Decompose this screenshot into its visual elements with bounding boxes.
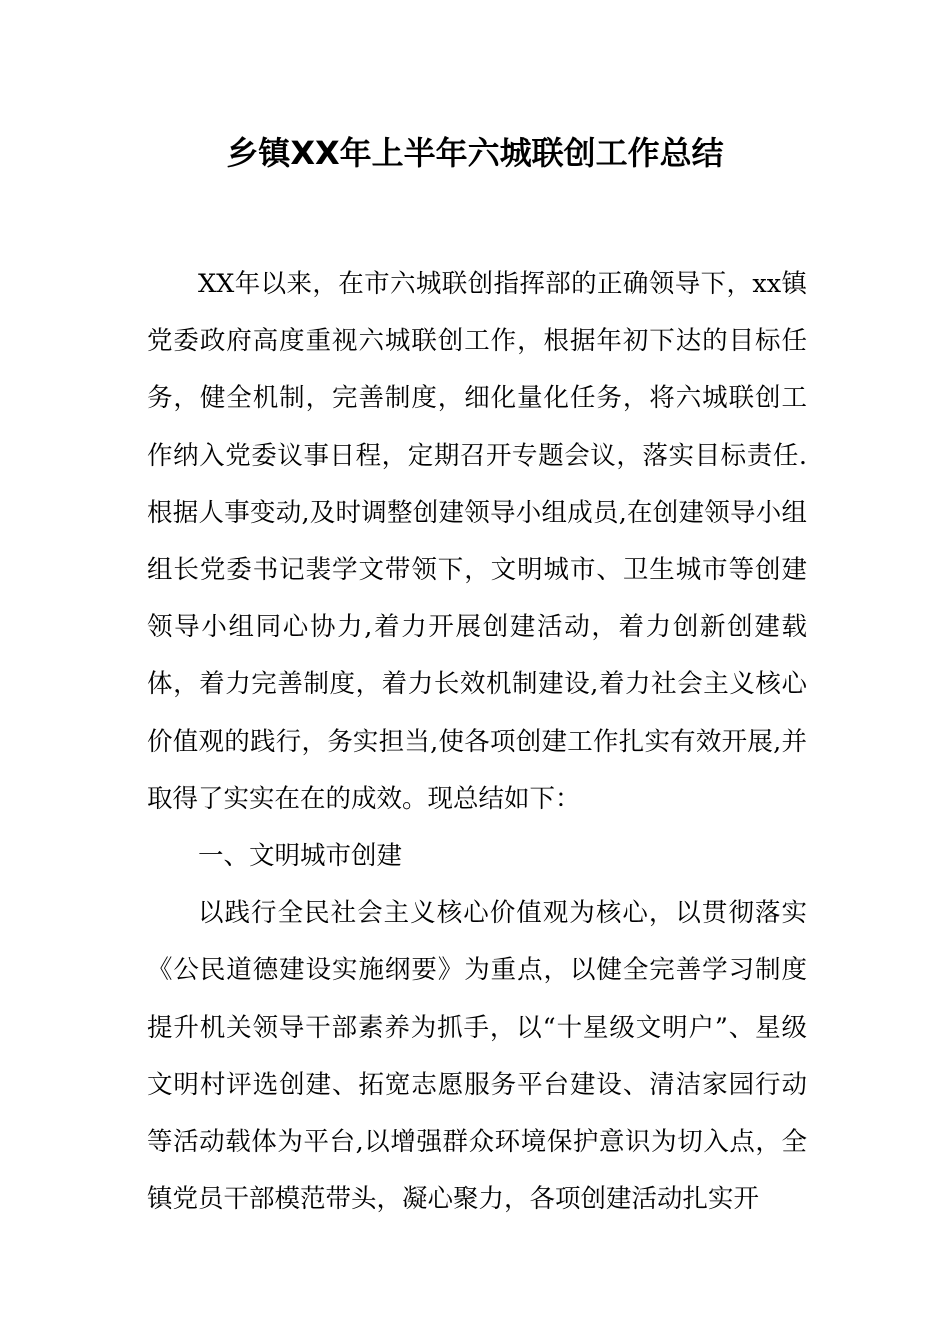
- section-heading-civilized-city: 一、文明城市创建: [198, 841, 403, 872]
- document-title: 乡镇XX年上半年六城联创工作总结: [226, 134, 724, 172]
- document-body: [147, 256, 807, 1228]
- section-paragraph: 以践行全民社会主义核心价值观为核心，以贯彻落实《公民道德建设实施纲要》为重点，以健全完善学习制度提升机关领导干部素养为抓手，以“十星级文明户”、星级文明村评选创建、拓宽志愿服务平台建设、清洁家园行动等活动载体为平台,以增强群众环境保护意识为切入点，全镇党员干部模范带头，凝心聚力，各项创建活动扎实开: [147, 898, 807, 1215]
- intro-paragraph: XX年以来，在市六城联创指挥部的正确领导下，xx镇党委政府高度重视六城联创工作，根据年初下达的目标任务，健全机制，完善制度，细化量化任务，将六城联创工作纳入党委议事日程，定期召开专题会议，落实目标责任.根据人事变动,及时调整创建领导小组成员,在创建领导小组组长党委书记裴学文带领下，文明城市、卫生城市等创建领导小组同心协力,着力开展创建活动，着力创新创建载体，着力完善制度，着力长效机制建设,着力社会主义核心价值观的践行，务实担当,使各项创建工作扎实有效开展,并取得了实实在在的成效。现总结如下：: [147, 269, 807, 814]
